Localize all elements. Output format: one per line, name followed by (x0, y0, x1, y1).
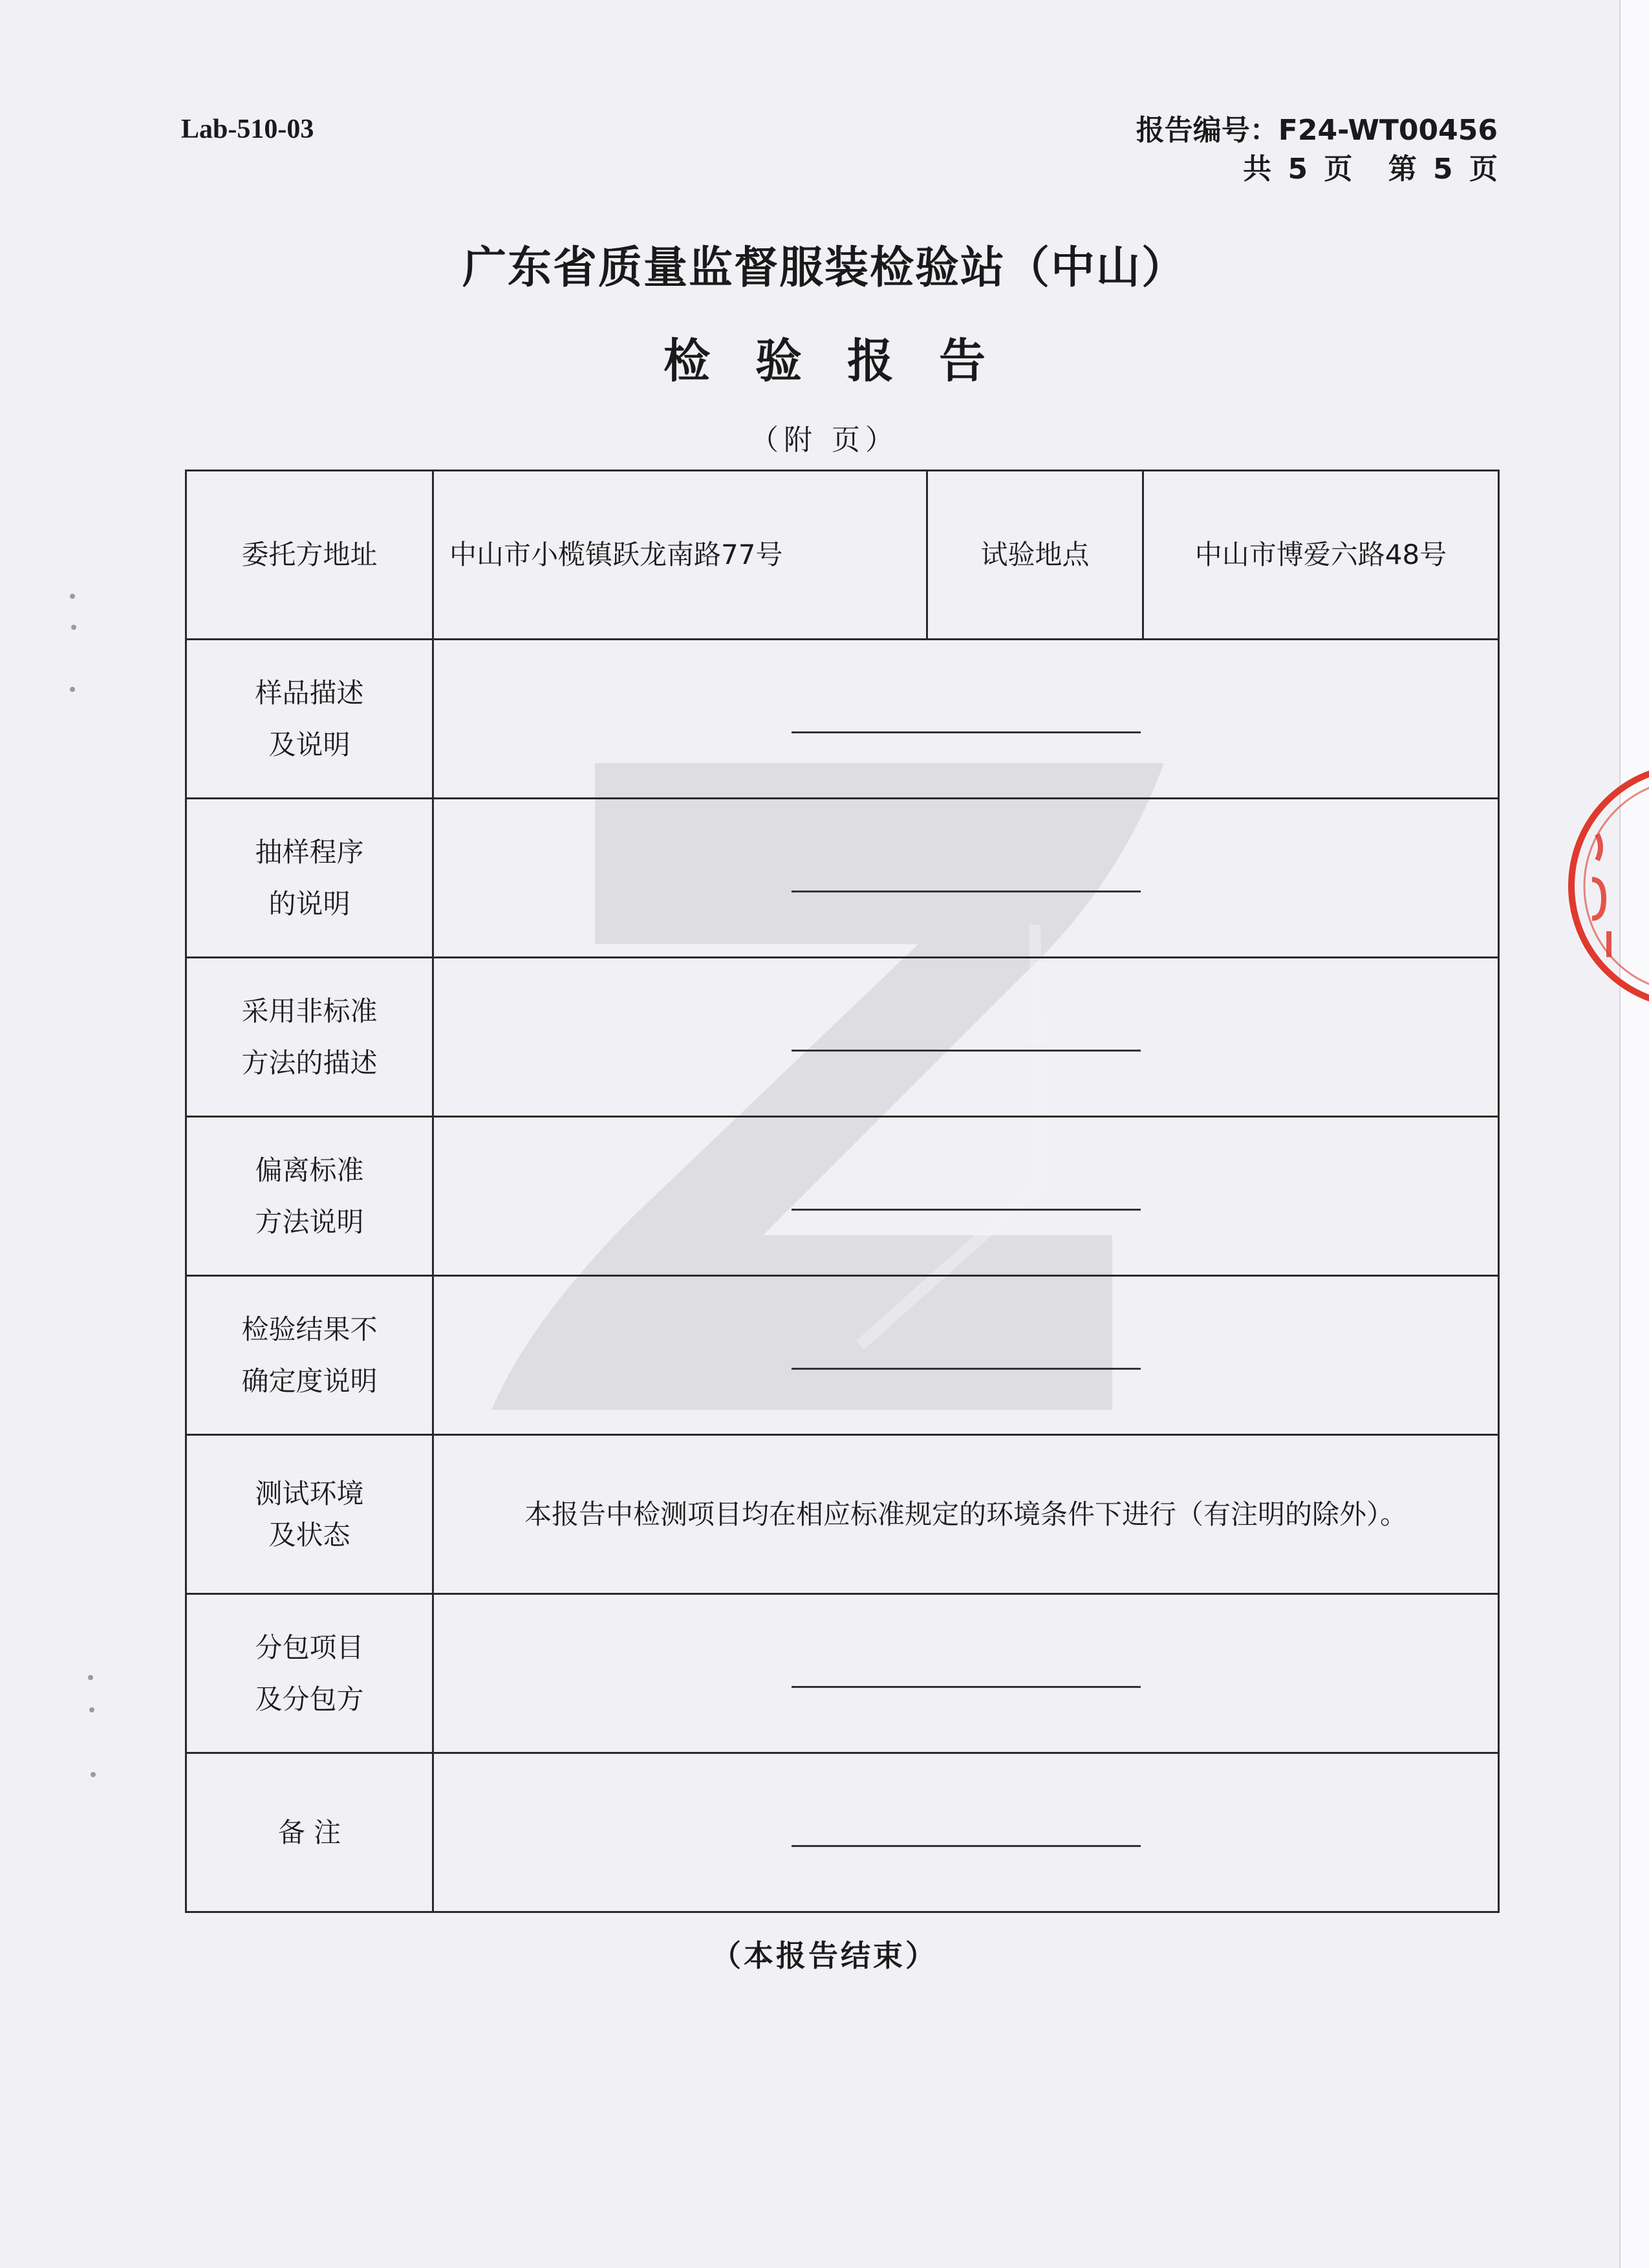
current-page: 5 (1433, 153, 1453, 186)
row-label (186, 640, 433, 799)
page-unit: 页 (1469, 153, 1498, 186)
page-count (1136, 150, 1498, 189)
row-label-line: 方法说明 (255, 1205, 364, 1238)
table-row (186, 1435, 1499, 1594)
row-value (433, 640, 1499, 799)
row-label-line: 的说明 (268, 887, 350, 920)
client-address-label: 委托方地址 (186, 471, 433, 640)
report-number-block (1136, 111, 1498, 189)
binding-hole (70, 687, 75, 692)
row-label (186, 799, 433, 958)
page-unit: 页 (1324, 153, 1353, 186)
empty-dash (792, 1845, 1141, 1847)
binding-hole (89, 1707, 94, 1712)
binding-hole (71, 625, 76, 630)
organization-title: 广东省质量监督服装检验站（中山） (462, 243, 1187, 294)
row-label-line: 测试环境 (255, 1477, 364, 1509)
table-row (186, 471, 1499, 640)
table-row (186, 1753, 1499, 1912)
table-row (186, 1117, 1499, 1276)
row-label (186, 1594, 433, 1753)
appendix-label: （附 页） (750, 424, 899, 457)
empty-dash (792, 891, 1141, 892)
row-label-line: 检验结果不 (241, 1313, 378, 1345)
report-number: 报告编号：F24-WT00456 (1136, 114, 1498, 147)
end-of-report-note: （本报告结束） (711, 1938, 938, 1973)
binding-hole (70, 594, 75, 599)
row-label-line: 抽样程序 (255, 836, 364, 868)
row-label-line: 采用非标准 (241, 995, 378, 1027)
row-label (186, 958, 433, 1117)
test-environment-value: 本报告中检测项目均在相应标准规定的环境条件下进行（有注明的除外）。 (433, 1435, 1499, 1594)
client-address-value: 中山市小榄镇跃龙南路77号 (433, 471, 927, 640)
row-value (433, 1594, 1499, 1753)
row-label-line: 及状态 (268, 1518, 350, 1551)
table-row (186, 958, 1499, 1117)
row-label-line: 及分包方 (255, 1683, 364, 1715)
binding-hole (91, 1772, 96, 1777)
table-row (186, 799, 1499, 958)
document-title: 检验报告 (663, 334, 1031, 388)
row-value (433, 1753, 1499, 1912)
table-row (186, 1276, 1499, 1435)
report-table (185, 470, 1500, 1913)
table-row (186, 1594, 1499, 1753)
test-location-value: 中山市博爱六路48号 (1143, 471, 1499, 640)
table-row (186, 640, 1499, 799)
row-label-line: 方法的描述 (241, 1046, 378, 1079)
row-value (433, 1276, 1499, 1435)
total-pages: 5 (1288, 153, 1308, 186)
row-label-line: 确定度说明 (241, 1365, 378, 1397)
row-label-line: 偏离标准 (255, 1154, 364, 1186)
test-location-label: 试验地点 (927, 471, 1143, 640)
empty-dash (792, 731, 1141, 733)
row-label-line: 及说明 (268, 728, 350, 761)
row-value (433, 958, 1499, 1117)
empty-dash (792, 1209, 1141, 1211)
row-value (433, 799, 1499, 958)
total-pages-label: 共 (1243, 153, 1272, 186)
form-code: Lab-510-03 (181, 114, 314, 144)
current-page-label: 第 (1388, 153, 1417, 186)
row-label-line: 样品描述 (255, 676, 364, 709)
remarks-label: 备 注 (186, 1753, 433, 1912)
row-label-line: 分包项目 (255, 1631, 364, 1663)
row-label (186, 1276, 433, 1435)
row-label (186, 1117, 433, 1276)
binding-hole (88, 1675, 93, 1680)
empty-dash (792, 1050, 1141, 1052)
empty-dash (792, 1368, 1141, 1370)
row-label (186, 1435, 433, 1594)
empty-dash (792, 1686, 1141, 1688)
row-value (433, 1117, 1499, 1276)
